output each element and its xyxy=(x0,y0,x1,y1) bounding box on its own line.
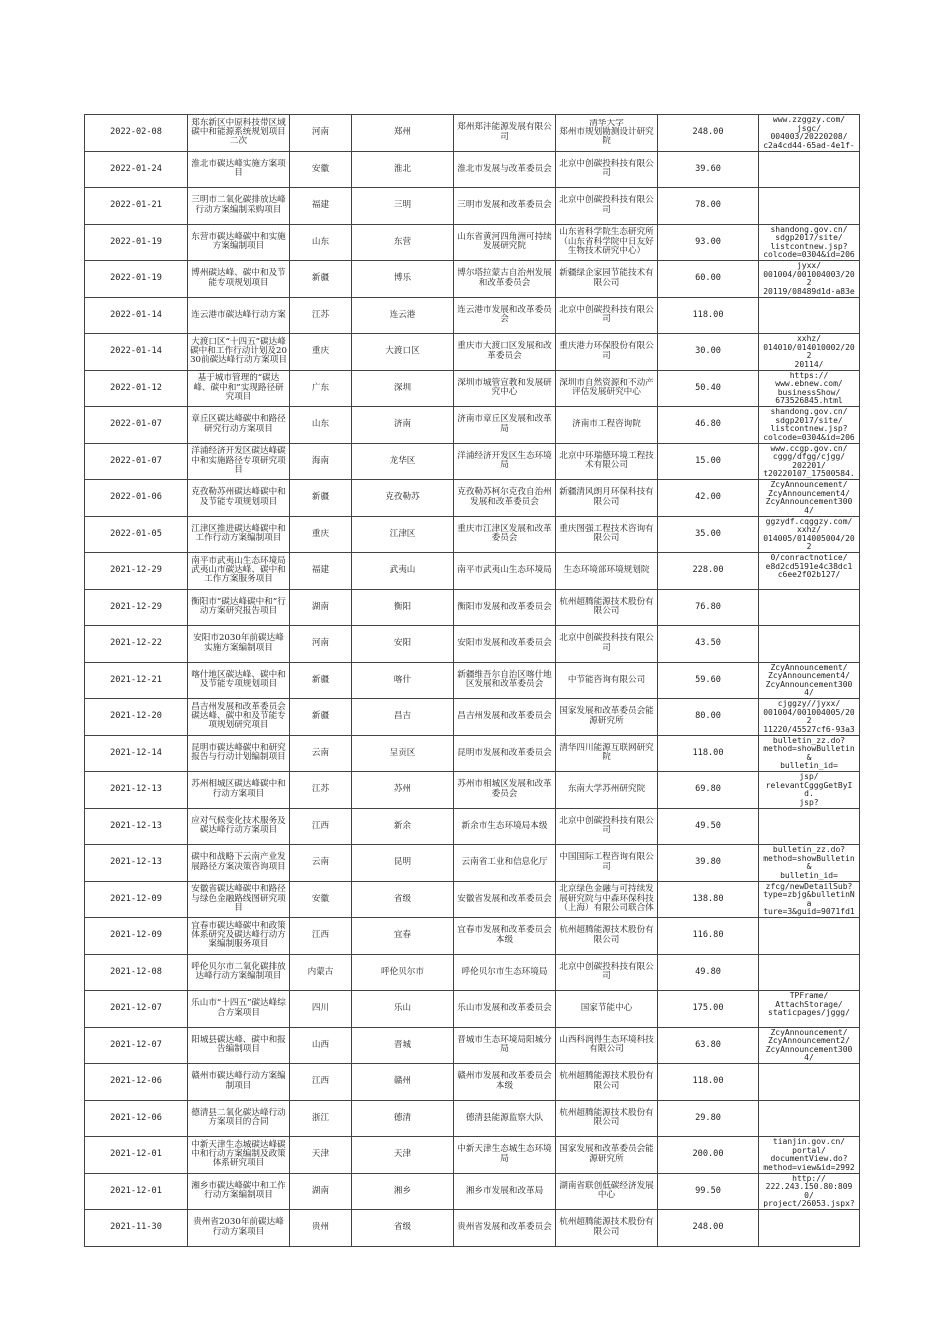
buyer-cell: 苏州市相城区发展和改革委员会 xyxy=(454,772,556,809)
buyer-cell: 晋城市生态环境局阳城分局 xyxy=(454,1027,556,1064)
project-cell: 博州碳达峰、碳中和及节能专项规划项目 xyxy=(188,261,290,298)
date-cell: 2021-12-21 xyxy=(85,662,188,699)
buyer-cell: 德清县能源监察大队 xyxy=(454,1100,556,1137)
source-link-cell[interactable]: TPFrame/ AttachStorage/ staticpages/jggg/ xyxy=(759,991,860,1028)
date-cell: 2021-12-13 xyxy=(85,772,188,809)
amount-cell: 30.00 xyxy=(658,334,759,371)
amount-cell: 39.60 xyxy=(658,151,759,188)
project-cell: 三明市二氧化碳排放达峰行动方案编制采购项目 xyxy=(188,188,290,225)
province-cell: 四川 xyxy=(290,991,352,1028)
project-cell: 东营市碳达峰碳中和实施方案编制项目 xyxy=(188,224,290,261)
source-link-cell xyxy=(759,918,860,955)
project-cell: 应对气候变化技术服务及碳达峰行动方案项目 xyxy=(188,808,290,845)
amount-cell: 15.00 xyxy=(658,443,759,480)
city-cell: 赣州 xyxy=(352,1064,454,1101)
source-link-cell[interactable]: cjggzy//jyxx/ 001004/001004005/202 11220/45527cf6-93a3 xyxy=(759,699,860,736)
amount-cell: 69.80 xyxy=(658,772,759,809)
table-row xyxy=(85,443,860,480)
province-cell: 山东 xyxy=(290,407,352,444)
winner-cell: 北京中创碳投科技有限公司 xyxy=(556,626,658,663)
table-row xyxy=(85,370,860,407)
city-cell: 昌吉 xyxy=(352,699,454,736)
source-link-cell[interactable]: ZcyAnnouncement/ ZcyAnnouncement4/ ZcyAnnouncement3004/ xyxy=(759,480,860,517)
city-cell: 济南 xyxy=(352,407,454,444)
buyer-cell: 洋浦经济开发区生态环境局 xyxy=(454,443,556,480)
buyer-cell: 呼伦贝尔市生态环境局 xyxy=(454,954,556,991)
project-cell: 克孜勒苏州碳达峰碳中和及节能专项规划项目 xyxy=(188,480,290,517)
amount-cell: 63.80 xyxy=(658,1027,759,1064)
date-cell: 2022-01-14 xyxy=(85,297,188,334)
date-cell: 2021-12-14 xyxy=(85,735,188,772)
date-cell: 2021-12-09 xyxy=(85,918,188,955)
table-row xyxy=(85,589,860,626)
city-cell: 省级 xyxy=(352,1210,454,1247)
winner-cell: 清华大学 郑州市规划勘测设计研究院 xyxy=(556,115,658,152)
city-cell: 德清 xyxy=(352,1100,454,1137)
table-row xyxy=(85,115,860,152)
project-cell: 贵州省2030年前碳达峰行动方案项目 xyxy=(188,1210,290,1247)
buyer-cell: 昌吉州发展和改革委员会 xyxy=(454,699,556,736)
source-link-cell[interactable]: ggzydf.cqggzy.com/ xxhz/ 014005/014005004/202 xyxy=(759,516,860,553)
buyer-cell: 新余市生态环境局本级 xyxy=(454,808,556,845)
date-cell: 2022-01-06 xyxy=(85,480,188,517)
city-cell: 天津 xyxy=(352,1137,454,1174)
winner-cell: 湖南省联创低碳经济发展中心 xyxy=(556,1173,658,1210)
amount-cell: 80.00 xyxy=(658,699,759,736)
province-cell: 福建 xyxy=(290,553,352,590)
winner-cell: 北京中创碳投科技有限公司 xyxy=(556,954,658,991)
amount-cell: 35.00 xyxy=(658,516,759,553)
winner-cell: 新疆清风朗月环保科技有限公司 xyxy=(556,480,658,517)
project-cell: 安阳市2030年前碳达峰实施方案编制项目 xyxy=(188,626,290,663)
province-cell: 安徽 xyxy=(290,881,352,918)
project-cell: 安徽省碳达峰碳中和路径与绿色金融路线图研究项目 xyxy=(188,881,290,918)
source-link-cell[interactable]: tianjin.gov.cn/ portal/ documentView.do? method=view&id=2992 xyxy=(759,1137,860,1174)
project-cell: 宜春市碳达峰碳中和政策体系研究及碳达峰行动方案编制服务项目 xyxy=(188,918,290,955)
city-cell: 昆明 xyxy=(352,845,454,882)
city-cell: 克孜勒苏 xyxy=(352,480,454,517)
table-row xyxy=(85,626,860,663)
project-cell: 大渡口区“十四五”碳达峰碳中和工作行动计划及2030前碳达峰行动方案项目 xyxy=(188,334,290,371)
province-cell: 江苏 xyxy=(290,772,352,809)
buyer-cell: 南平市武夷山生态环境局 xyxy=(454,553,556,590)
province-cell: 广东 xyxy=(290,370,352,407)
buyer-cell: 新疆维吾尔自治区喀什地区发展和改革委员会 xyxy=(454,662,556,699)
project-cell: 呼伦贝尔市二氧化碳排放达峰行动方案编制项目 xyxy=(188,954,290,991)
amount-cell: 46.80 xyxy=(658,407,759,444)
table-row xyxy=(85,516,860,553)
city-cell: 大渡口区 xyxy=(352,334,454,371)
winner-cell: 北京中环瑞德环境工程技术有限公司 xyxy=(556,443,658,480)
city-cell: 省级 xyxy=(352,881,454,918)
table-row xyxy=(85,297,860,334)
project-cell: 中新天津生态城碳达峰碳中和行动方案编制及政策体系研究项目 xyxy=(188,1137,290,1174)
table-row xyxy=(85,918,860,955)
table-row xyxy=(85,553,860,590)
amount-cell: 59.60 xyxy=(658,662,759,699)
source-link-cell[interactable]: jyxx/ 001004/001004003/202 20119/08489d1d-a83e xyxy=(759,261,860,298)
procurement-table xyxy=(84,114,860,1247)
source-link-cell xyxy=(759,151,860,188)
date-cell: 2022-01-24 xyxy=(85,151,188,188)
buyer-cell: 贵州省发展和改革委员会 xyxy=(454,1210,556,1247)
table-row xyxy=(85,1064,860,1101)
date-cell: 2021-12-08 xyxy=(85,954,188,991)
table-row xyxy=(85,188,860,225)
source-link-cell[interactable]: bulletin_zz.do? method=showBulletin& bulletin_id= xyxy=(759,735,860,772)
date-cell: 2021-12-07 xyxy=(85,1027,188,1064)
source-link-cell[interactable]: ZcyAnnouncement/ ZcyAnnouncement2/ ZcyAnnouncement3004/ xyxy=(759,1027,860,1064)
winner-cell: 山东省科学院生态研究所（山东省科学院中日友好生物技术研究中心） xyxy=(556,224,658,261)
buyer-cell: 连云港市发展和改革委员会 xyxy=(454,297,556,334)
table-row xyxy=(85,662,860,699)
source-link-cell xyxy=(759,1064,860,1101)
amount-cell: 50.40 xyxy=(658,370,759,407)
source-link-cell[interactable]: ZcyAnnouncement/ ZcyAnnouncement4/ ZcyAnnouncement3004/ xyxy=(759,662,860,699)
winner-cell: 北京绿色金融与可持续发展研究院与中森环保科技（上海）有限公司联合体 xyxy=(556,881,658,918)
date-cell: 2021-12-22 xyxy=(85,626,188,663)
province-cell: 湖南 xyxy=(290,589,352,626)
source-link-cell xyxy=(759,808,860,845)
project-cell: 湘乡市碳达峰碳中和工作行动方案编制项目 xyxy=(188,1173,290,1210)
amount-cell: 49.80 xyxy=(658,954,759,991)
table-row xyxy=(85,1210,860,1247)
province-cell: 新疆 xyxy=(290,699,352,736)
project-cell: 连云港市碳达峰行动方案 xyxy=(188,297,290,334)
city-cell: 呼伦贝尔市 xyxy=(352,954,454,991)
table-row xyxy=(85,334,860,371)
buyer-cell: 克孜勒苏柯尔克孜自治州发展和改革委员会 xyxy=(454,480,556,517)
province-cell: 山西 xyxy=(290,1027,352,1064)
date-cell: 2022-01-19 xyxy=(85,224,188,261)
date-cell: 2021-12-06 xyxy=(85,1100,188,1137)
amount-cell: 118.00 xyxy=(658,297,759,334)
source-link-cell[interactable]: https:// www.ebnew.com/ businessShow/ 673526845.html xyxy=(759,370,860,407)
city-cell: 衡阳 xyxy=(352,589,454,626)
date-cell: 2022-01-07 xyxy=(85,407,188,444)
source-link-cell xyxy=(759,1100,860,1137)
province-cell: 云南 xyxy=(290,845,352,882)
province-cell: 云南 xyxy=(290,735,352,772)
date-cell: 2021-12-13 xyxy=(85,808,188,845)
date-cell: 2022-01-19 xyxy=(85,261,188,298)
buyer-cell: 重庆市江津区发展和改革委员会 xyxy=(454,516,556,553)
amount-cell: 175.00 xyxy=(658,991,759,1028)
winner-cell: 杭州超腾能源技术股份有限公司 xyxy=(556,1210,658,1247)
winner-cell: 中国国际工程咨询有限公司 xyxy=(556,845,658,882)
city-cell: 宜春 xyxy=(352,918,454,955)
source-link-cell[interactable]: shandong.gov.cn/ sdgp2017/site/ listcontnew.jsp? colcode=0304&id=206 xyxy=(759,407,860,444)
province-cell: 海南 xyxy=(290,443,352,480)
amount-cell: 29.80 xyxy=(658,1100,759,1137)
city-cell: 新余 xyxy=(352,808,454,845)
source-link-cell xyxy=(759,589,860,626)
buyer-cell: 中新天津生态城生态环境局 xyxy=(454,1137,556,1174)
city-cell: 东营 xyxy=(352,224,454,261)
project-cell: 洋浦经济开发区碳达峰碳中和实施路径专项研究项目 xyxy=(188,443,290,480)
province-cell: 重庆 xyxy=(290,334,352,371)
province-cell: 新疆 xyxy=(290,261,352,298)
amount-cell: 60.00 xyxy=(658,261,759,298)
buyer-cell: 衡阳市发展和改革委员会 xyxy=(454,589,556,626)
city-cell: 三明 xyxy=(352,188,454,225)
amount-cell: 138.80 xyxy=(658,881,759,918)
province-cell: 贵州 xyxy=(290,1210,352,1247)
table-row xyxy=(85,1137,860,1174)
buyer-cell: 湘乡市发展和改革局 xyxy=(454,1173,556,1210)
amount-cell: 228.00 xyxy=(658,553,759,590)
city-cell: 晋城 xyxy=(352,1027,454,1064)
project-cell: 郑东新区中原科技带区域碳中和能源系统规划项目二次 xyxy=(188,115,290,152)
amount-cell: 248.00 xyxy=(658,115,759,152)
project-cell: 乐山市“十四五”碳达峰综合方案项目 xyxy=(188,991,290,1028)
province-cell: 福建 xyxy=(290,188,352,225)
winner-cell: 北京中创碳投科技有限公司 xyxy=(556,188,658,225)
winner-cell: 杭州超腾能源技术股份有限公司 xyxy=(556,1064,658,1101)
province-cell: 河南 xyxy=(290,115,352,152)
province-cell: 新疆 xyxy=(290,662,352,699)
table-row xyxy=(85,261,860,298)
city-cell: 苏州 xyxy=(352,772,454,809)
date-cell: 2022-01-12 xyxy=(85,370,188,407)
table-row xyxy=(85,151,860,188)
table-row xyxy=(85,845,860,882)
table-row xyxy=(85,1100,860,1137)
province-cell: 江西 xyxy=(290,1064,352,1101)
amount-cell: 118.00 xyxy=(658,1064,759,1101)
table-row xyxy=(85,699,860,736)
source-link-cell[interactable]: www.zzggzy.com/ jsgc/ 004003/20220208/ c2a4cd44-65ad-4e1f- xyxy=(759,115,860,152)
buyer-cell: 昆明市发展和改革委员会 xyxy=(454,735,556,772)
amount-cell: 248.00 xyxy=(658,1210,759,1247)
winner-cell: 国家节能中心 xyxy=(556,991,658,1028)
project-cell: 淮北市碳达峰实施方案项目 xyxy=(188,151,290,188)
buyer-cell: 淮北市发展与改革委员会 xyxy=(454,151,556,188)
date-cell: 2021-12-01 xyxy=(85,1173,188,1210)
city-cell: 龙华区 xyxy=(352,443,454,480)
table-row xyxy=(85,735,860,772)
city-cell: 安阳 xyxy=(352,626,454,663)
table-row xyxy=(85,881,860,918)
date-cell: 2022-01-07 xyxy=(85,443,188,480)
project-cell: 基于城市管理的“碳达峰、碳中和”实现路径研究项目 xyxy=(188,370,290,407)
table-row xyxy=(85,407,860,444)
source-link-cell xyxy=(759,188,860,225)
city-cell: 湘乡 xyxy=(352,1173,454,1210)
winner-cell: 清华四川能源互联网研究院 xyxy=(556,735,658,772)
province-cell: 江西 xyxy=(290,808,352,845)
amount-cell: 118.00 xyxy=(658,735,759,772)
city-cell: 连云港 xyxy=(352,297,454,334)
buyer-cell: 安阳市发展和改革委员会 xyxy=(454,626,556,663)
source-link-cell[interactable]: bulletin_zz.do? method=showBulletin& bulletin_id= xyxy=(759,845,860,882)
winner-cell: 东南大学苏州研究院 xyxy=(556,772,658,809)
buyer-cell: 博尔塔拉蒙古自治州发展和改革委员会 xyxy=(454,261,556,298)
city-cell: 淮北 xyxy=(352,151,454,188)
table-row xyxy=(85,808,860,845)
date-cell: 2021-12-06 xyxy=(85,1064,188,1101)
winner-cell: 杭州超腾能源技术股份有限公司 xyxy=(556,589,658,626)
city-cell: 喀什 xyxy=(352,662,454,699)
date-cell: 2021-11-30 xyxy=(85,1210,188,1247)
date-cell: 2021-12-29 xyxy=(85,553,188,590)
table-row xyxy=(85,1173,860,1210)
date-cell: 2022-01-05 xyxy=(85,516,188,553)
buyer-cell: 郑州郑沣能源发展有限公司 xyxy=(454,115,556,152)
table-body xyxy=(85,115,860,1247)
project-cell: 衡阳市“碳达峰碳中和”行动方案研究报告项目 xyxy=(188,589,290,626)
buyer-cell: 深圳市城管宣教和发展研究中心 xyxy=(454,370,556,407)
date-cell: 2021-12-20 xyxy=(85,699,188,736)
amount-cell: 49.50 xyxy=(658,808,759,845)
table-row xyxy=(85,480,860,517)
source-link-cell[interactable]: 0/conractnotice/ e8d2cd5191e4c38dc1 c6ee2f02b127/ xyxy=(759,553,860,590)
city-cell: 呈贡区 xyxy=(352,735,454,772)
project-cell: 昌吉州发展和改革委员会碳达峰、碳中和及节能专项规划研究项目 xyxy=(188,699,290,736)
winner-cell: 杭州超腾能源技术股份有限公司 xyxy=(556,1100,658,1137)
province-cell: 天津 xyxy=(290,1137,352,1174)
project-cell: 喀什地区碳达峰、碳中和及节能专项规划项目 xyxy=(188,662,290,699)
source-link-cell xyxy=(759,626,860,663)
date-cell: 2021-12-13 xyxy=(85,845,188,882)
table-row xyxy=(85,991,860,1028)
project-cell: 苏州相城区碳达峰碳中和行动方案项目 xyxy=(188,772,290,809)
project-cell: 碳中和战略下云南产业发展路径方案决策咨询项目 xyxy=(188,845,290,882)
buyer-cell: 安徽省发展和改革委员会 xyxy=(454,881,556,918)
date-cell: 2021-12-09 xyxy=(85,881,188,918)
province-cell: 山东 xyxy=(290,224,352,261)
date-cell: 2022-01-14 xyxy=(85,334,188,371)
winner-cell: 国家发展和改革委员会能源研究所 xyxy=(556,1137,658,1174)
province-cell: 浙江 xyxy=(290,1100,352,1137)
buyer-cell: 山东省黄河四角洲可持续发展研究院 xyxy=(454,224,556,261)
amount-cell: 116.80 xyxy=(658,918,759,955)
source-link-cell xyxy=(759,297,860,334)
city-cell: 江津区 xyxy=(352,516,454,553)
city-cell: 深圳 xyxy=(352,370,454,407)
date-cell: 2022-01-21 xyxy=(85,188,188,225)
amount-cell: 76.80 xyxy=(658,589,759,626)
table-row xyxy=(85,1027,860,1064)
source-link-cell[interactable]: jsp/ relevantCgggGetById. jsp? xyxy=(759,772,860,809)
amount-cell: 78.00 xyxy=(658,188,759,225)
winner-cell: 北京中创碳投科技有限公司 xyxy=(556,151,658,188)
city-cell: 武夷山 xyxy=(352,553,454,590)
amount-cell: 42.00 xyxy=(658,480,759,517)
source-link-cell[interactable]: http:// 222.243.150.80:8090/ project/26053.jspx? xyxy=(759,1173,860,1210)
buyer-cell: 济南市章丘区发展和改革局 xyxy=(454,407,556,444)
province-cell: 安徽 xyxy=(290,151,352,188)
winner-cell: 国家发展和改革委员会能源研究所 xyxy=(556,699,658,736)
project-cell: 德清县二氧化碳达峰行动方案项目的合同 xyxy=(188,1100,290,1137)
table-row xyxy=(85,224,860,261)
source-link-cell[interactable]: www.ccgp.gov.cn/ cggg/dfgg/cjgg/ 202201/ t20220107_17500584. xyxy=(759,443,860,480)
project-cell: 昆明市碳达峰碳中和研究报告与行动计划编制项目 xyxy=(188,735,290,772)
project-cell: 江津区推进碳达峰碳中和工作行动方案编制项目 xyxy=(188,516,290,553)
amount-cell: 39.80 xyxy=(658,845,759,882)
date-cell: 2021-12-07 xyxy=(85,991,188,1028)
buyer-cell: 云南省工业和信息化厅 xyxy=(454,845,556,882)
project-cell: 阳城县碳达峰、碳中和报告编制项目 xyxy=(188,1027,290,1064)
buyer-cell: 三明市发展和改革委员会 xyxy=(454,188,556,225)
winner-cell: 济南市工程咨询院 xyxy=(556,407,658,444)
source-link-cell xyxy=(759,1210,860,1247)
winner-cell: 重庆港力环保股份有限公司 xyxy=(556,334,658,371)
winner-cell: 重庆图强工程技术咨询有限公司 xyxy=(556,516,658,553)
city-cell: 郑州 xyxy=(352,115,454,152)
table-row xyxy=(85,772,860,809)
source-link-cell[interactable]: zfcg/newDetailSub? type=zbjg&bulletinNa ture=3&guid=9071fd1 xyxy=(759,881,860,918)
amount-cell: 99.50 xyxy=(658,1173,759,1210)
winner-cell: 杭州超腾能源技术股份有限公司 xyxy=(556,918,658,955)
winner-cell: 深圳市自然资源和不动产评估发展研究中心 xyxy=(556,370,658,407)
city-cell: 博乐 xyxy=(352,261,454,298)
project-cell: 赣州市碳达峰行动方案编制项目 xyxy=(188,1064,290,1101)
date-cell: 2021-12-01 xyxy=(85,1137,188,1174)
date-cell: 2021-12-29 xyxy=(85,589,188,626)
project-cell: 南平市武夷山生态环境局武夷山市碳达峰、碳中和工作方案服务项目 xyxy=(188,553,290,590)
winner-cell: 北京中创碳投科技有限公司 xyxy=(556,808,658,845)
project-cell: 章丘区碳达峰碳中和路径研究行动方案项目 xyxy=(188,407,290,444)
amount-cell: 43.50 xyxy=(658,626,759,663)
buyer-cell: 赣州市发展和改革委员会本级 xyxy=(454,1064,556,1101)
buyer-cell: 重庆市大渡口区发展和改革委员会 xyxy=(454,334,556,371)
winner-cell: 中节能咨询有限公司 xyxy=(556,662,658,699)
amount-cell: 200.00 xyxy=(658,1137,759,1174)
date-cell: 2022-02-08 xyxy=(85,115,188,152)
winner-cell: 山西科润得生态环境科技有限公司 xyxy=(556,1027,658,1064)
province-cell: 新疆 xyxy=(290,480,352,517)
province-cell: 江苏 xyxy=(290,297,352,334)
buyer-cell: 宜春市发展和改革委员会本级 xyxy=(454,918,556,955)
province-cell: 江西 xyxy=(290,918,352,955)
city-cell: 乐山 xyxy=(352,991,454,1028)
winner-cell: 北京中创碳投科技有限公司 xyxy=(556,297,658,334)
winner-cell: 新疆绿企家园节能技术有限公司 xyxy=(556,261,658,298)
province-cell: 湖南 xyxy=(290,1173,352,1210)
province-cell: 内蒙古 xyxy=(290,954,352,991)
table-row xyxy=(85,954,860,991)
province-cell: 重庆 xyxy=(290,516,352,553)
amount-cell: 93.00 xyxy=(658,224,759,261)
buyer-cell: 乐山市发展和改革委员会 xyxy=(454,991,556,1028)
province-cell: 河南 xyxy=(290,626,352,663)
winner-cell: 生态环境部环境规划院 xyxy=(556,553,658,590)
source-link-cell[interactable]: xxhz/ 014010/014010002/202 20114/ xyxy=(759,334,860,371)
source-link-cell[interactable]: shandong.gov.cn/ sdgp2017/site/ listcontnew.jsp? colcode=0304&id=206 xyxy=(759,224,860,261)
source-link-cell xyxy=(759,954,860,991)
